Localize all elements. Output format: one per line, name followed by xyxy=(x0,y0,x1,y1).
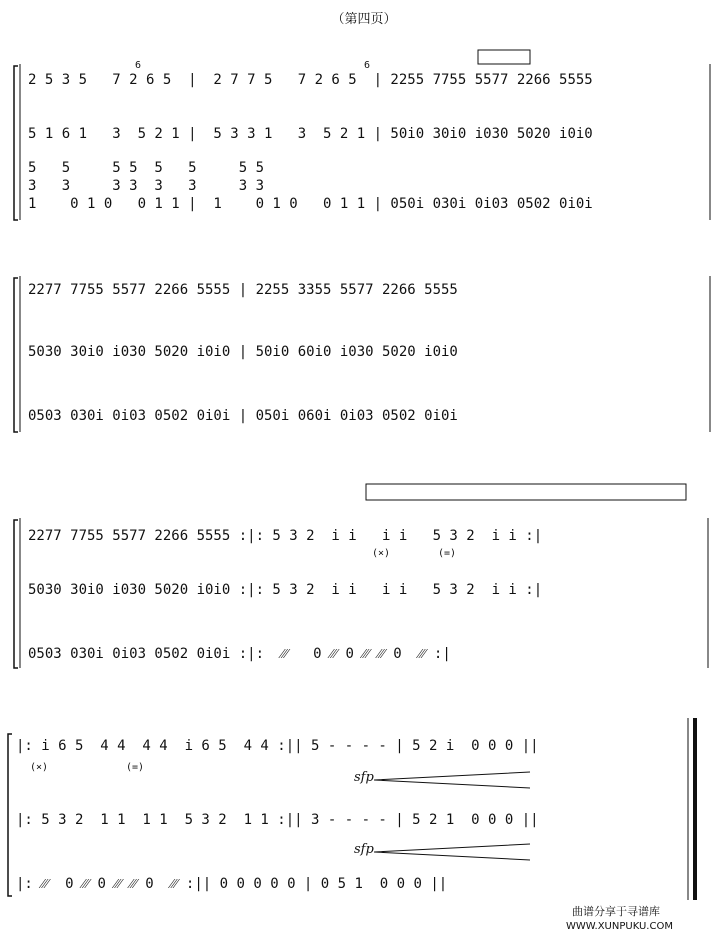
final-barline-thick xyxy=(693,718,697,900)
system4-row1: |: i 6 5 4 4 4 4 i 6 5 4 4 :|| 5 - - - - | 5 2 i 0 0 0 || xyxy=(16,738,539,754)
watermark-url: WWW.XUNPUKU.COM xyxy=(566,921,673,932)
system4-row3: |: ⁄⁄⁄ 0 ⁄⁄⁄ 0 ⁄⁄⁄ ⁄⁄⁄ 0 ⁄⁄⁄ :|| 0 0 0 0 0 | 0 5 1 0 0 0 || xyxy=(16,876,448,892)
dynamic-sfp-1: sfp xyxy=(354,770,374,785)
system4-mark-eq: (=) xyxy=(126,762,145,773)
system4-bracket xyxy=(8,734,12,896)
system3-mark-x: (×) xyxy=(372,548,391,559)
system2-row2: 5030 30i0 i030 5020 i0i0 | 50i0 60i0 i030 5020 i0i0 xyxy=(28,344,458,360)
system1-row1: 2 5 3 5 7 2 6 5 | 2 7 7 5 7 2 6 5 | 2255 7755 5577 2266 5555 xyxy=(28,72,593,88)
system1-row2: 5 1 6 1 3 5 2 1 | 5 3 3 1 3 5 2 1 | 50i0 30i0 i030 5020 i0i0 xyxy=(28,126,593,142)
system3-row3: 0503 030i 0i03 0502 0i0i :|: ⁄⁄⁄ 0 ⁄⁄⁄ 0 ⁄⁄⁄ ⁄⁄⁄ 0 ⁄⁄⁄ :| xyxy=(28,646,451,662)
watermark-title: 曲谱分享于寻谱库 xyxy=(572,905,660,918)
system3-row2: 5030 30i0 i030 5020 i0i0 :|: 5 3 2 i i i i 5 3 2 i i :| xyxy=(28,582,543,598)
system3-mark-eq: (=) xyxy=(438,548,457,559)
system2-bracket xyxy=(14,278,18,432)
technique-box-2 xyxy=(366,484,686,500)
system3-row1: 2277 7755 5577 2266 5555 :|: 5 3 2 i i i i 5 3 2 i i :| xyxy=(28,528,543,544)
system2-row1: 2277 7755 5577 2266 5555 | 2255 3355 5577 2266 5555 xyxy=(28,282,458,298)
system3-bracket xyxy=(14,520,18,668)
system1-grace-note-1: 6 xyxy=(135,60,142,71)
technique-box-1 xyxy=(478,50,530,64)
system4-mark-x: (×) xyxy=(30,762,49,773)
system1-chord-top: 5 5 5 5 5 5 5 5 xyxy=(28,160,265,176)
system2-row3: 0503 030i 0i03 0502 0i0i | 050i 060i 0i03 0502 0i0i xyxy=(28,408,458,424)
system1-row3: 1 0 1 0 0 1 1 | 1 0 1 0 0 1 1 | 050i 030i 0i03 0502 0i0i xyxy=(28,196,593,212)
system1-grace-note-2: 6 xyxy=(364,60,371,71)
hairpin-1 xyxy=(374,772,530,788)
page-title: （第四页） xyxy=(331,12,397,27)
system1-bracket xyxy=(14,66,18,220)
hairpin-2 xyxy=(374,844,530,860)
system4-row2: |: 5 3 2 1 1 1 1 5 3 2 1 1 :|| 3 - - - - | 5 2 1 0 0 0 || xyxy=(16,812,539,828)
dynamic-sfp-2: sfp xyxy=(354,842,374,857)
system1-chord-mid: 3 3 3 3 3 3 3 3 xyxy=(28,178,265,194)
